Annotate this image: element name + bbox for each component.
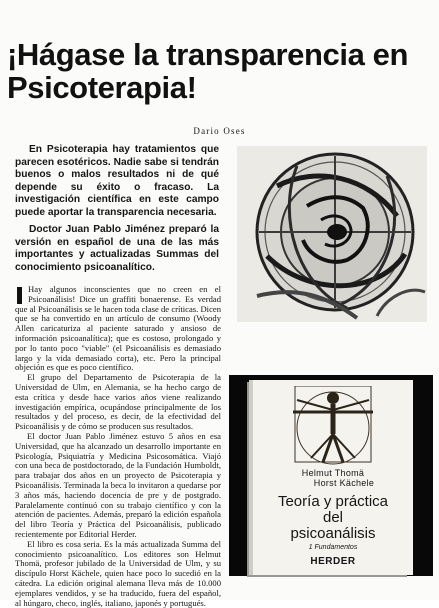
book-title-line-2: del [322, 509, 344, 526]
article-body [15, 285, 221, 608]
body-paragraph-4: El libro es cosa seria. Es la más actualizada Summa del conocimiento psicoanalítico. Los editores son Helmut Thomä, profesor jubilado de la Universidad de Ulm, y su discípulo Horst Kächele, quien hace poco lo sucedió en la cátedra. La edición original alemana lleva más de 10.000 ejemplares vendidos, y se ha traducido, fuera del español, al húngaro, checo, inglés, italiano, japonés y portugués. [15, 538, 221, 608]
sculpture-photo [237, 146, 427, 322]
book-author-1: Helmut Thomä [301, 468, 365, 478]
headline-line-1: ¡Hágase la transparencia en [7, 37, 408, 72]
book-publisher: HERDER [310, 556, 356, 567]
book-authors [253, 468, 413, 488]
headline [7, 38, 437, 104]
book-title-line-1: Teoría y práctica [277, 493, 389, 510]
book-cover [253, 380, 413, 575]
book-title-line-3: psicoanálisis [290, 525, 376, 542]
body-paragraph-2: El grupo del Departamento de Psicoterapia de la Universidad de Ulm, en Alemania, se ha hecho cargo de esta crítica y desde hace varios años viene realizando investigación empírica, ocupándose principalmente de los resultados y del proceso, es decir, de la efectividad del Psicoanálisis y de cómo se producen sus resultados. [15, 372, 221, 432]
body-paragraph-3: El doctor Juan Pablo Jiménez estuvo 5 años en esa Universidad, que ha alcanzado un desarrollo importante en Psicología, Psiquiatría y Medicina Psicosomática. Viajó con una beca de postdoctorado, de la Fundación Humboldt, para trabajar dos años en un proyecto de Psicoterapia y Psicoanálisis. Terminada la beca lo invitaron a quedarse por 3 años más, haciendo docencia de pre y de postgrado. Paralelamente continuó con su trabajo científico y con la atención de pacientes. Además, preparó la edición española del libro Teoría y Práctica del Psicoanálisis, publicado recientemente por Editorial Herder. [15, 430, 221, 539]
book-author-2: Horst Kächele [313, 478, 375, 488]
book-subtitle: 1 Fundamentos [308, 544, 358, 551]
headline-line-2: Psicoterapia! [7, 70, 197, 105]
lead-paragraph-2: Doctor Juan Pablo Jiménez preparó la versión en español de una de las más importantes y actualizadas Summas del conocimiento psicoanalítico. [15, 224, 219, 273]
byline: Dario Oses [193, 126, 246, 136]
body-paragraph-1: Hay algunos inconscientes que no creen en el Psicoanálisis! Dice un graffiti bonaerense. Es verdad que al Psicoanálisis se le hacen toda clase de críticas. Dicen que se ha convertido en un artículo de consumo (Woody Allen caricaturiza al paciente saturado y ansioso de información psicoanalítica); que es costoso, prolongado y por lo tanto poco "viable" (el Psicoanálisis es demasiado largo y la vida demasiado corta), etc. Pero la principal objeción es que es poco científico. [15, 284, 221, 373]
book-title [253, 494, 413, 542]
lead-paragraph-1: En Psicoterapia hay tratamientos que parecen esotéricos. Nadie sabe si tendrán buenos o malos resultados ni de qué depende su éxito o fracaso. La investigación científica en este campo puede aportar la transparencia necesaria. [15, 144, 219, 218]
paragraph-marker [17, 287, 22, 304]
vitruvian-man-illustration [285, 386, 381, 466]
